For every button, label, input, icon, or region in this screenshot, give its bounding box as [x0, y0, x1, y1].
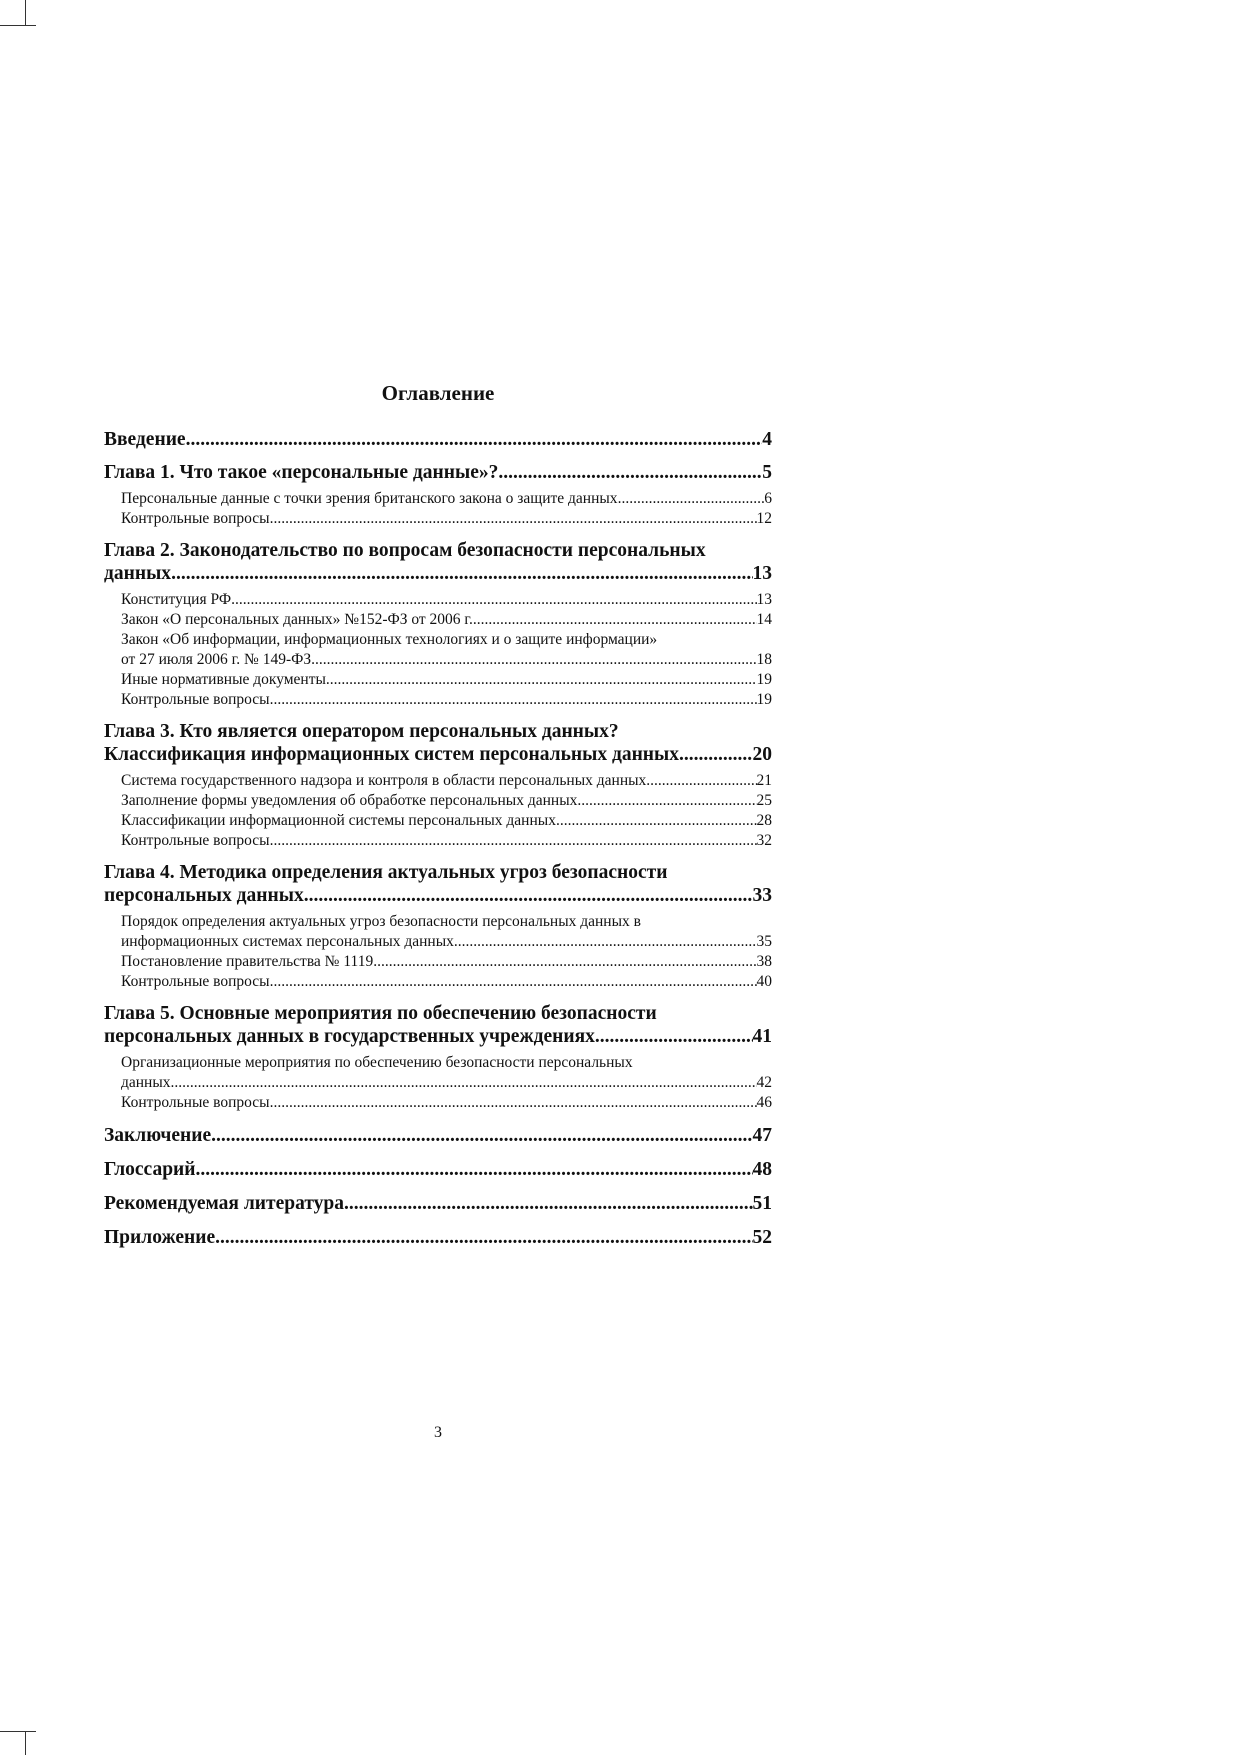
toc-entry-section[interactable]: [104, 771, 772, 791]
toc-entry-page: 51: [752, 1193, 772, 1214]
dot-leader: [171, 562, 752, 585]
toc-entry-section[interactable]: [104, 831, 772, 851]
toc-entry-page: 46: [756, 1094, 772, 1111]
toc-entry-page: 38: [756, 953, 772, 970]
dot-leader: [270, 831, 757, 851]
toc-entry-section[interactable]: [104, 1093, 772, 1113]
toc-entry-section-line1[interactable]: Закон «Об информации, информационных технологиях и о защите информации»: [121, 631, 658, 648]
toc-entry-title: Рекомендуемая литература: [104, 1193, 344, 1214]
toc-entry-title: Глоссарий: [104, 1159, 196, 1180]
dot-leader: [454, 932, 757, 952]
toc-entry-chapter-4-line1[interactable]: Глава 4. Методика определения актуальных угроз безопасности: [104, 862, 668, 883]
toc-entry-title: Введение: [104, 429, 186, 450]
toc-entry-page: 48: [752, 1159, 772, 1180]
toc-entry-conclusion[interactable]: [104, 1124, 772, 1147]
toc-entry-section[interactable]: [104, 670, 772, 690]
toc-entry-title: Контрольные вопросы: [121, 510, 270, 527]
toc-entry-page: 18: [756, 651, 772, 668]
toc-entry-title: Классификации информационной системы персональных данных: [121, 812, 556, 829]
toc-entry-chapter-3-line1[interactable]: Глава 3. Кто является оператором персональных данных?: [104, 721, 619, 742]
toc-entry-section[interactable]: [104, 1073, 772, 1093]
dot-leader: [196, 1158, 753, 1181]
toc-entry-page: 6: [764, 490, 772, 507]
toc-entry-title: Постановление правительства № 1119: [121, 953, 374, 970]
toc-entry-section[interactable]: [104, 791, 772, 811]
toc-entry-section-line1[interactable]: Организационные мероприятия по обеспечению безопасности персональных: [121, 1054, 633, 1071]
dot-leader: [270, 690, 757, 710]
toc-entry-page: 13: [756, 591, 772, 608]
toc-entry-appendix[interactable]: [104, 1226, 772, 1249]
dot-leader: [304, 884, 753, 907]
dot-leader: [270, 509, 757, 529]
toc-entry-page: 25: [756, 792, 772, 809]
toc-entry-section[interactable]: [104, 972, 772, 992]
toc-entry-page: 19: [756, 691, 772, 708]
toc-entry-page: 4: [762, 429, 772, 450]
toc-entry-section[interactable]: [104, 932, 772, 952]
toc-entry-chapter-5-line1[interactable]: Глава 5. Основные мероприятия по обеспечению безопасности: [104, 1003, 657, 1024]
toc-entry-title: информационных системах персональных данных: [121, 933, 454, 950]
dot-leader: [577, 791, 756, 811]
dot-leader: [215, 1226, 752, 1249]
toc-entry-page: 19: [756, 671, 772, 688]
toc-entry-page: 40: [756, 973, 772, 990]
toc-entry-page: 33: [752, 885, 772, 906]
dot-leader: [326, 670, 757, 690]
toc-entry-page: 28: [756, 812, 772, 829]
dot-leader: [186, 428, 763, 451]
toc-title: Оглавление: [381, 381, 495, 405]
toc-entry-title: Контрольные вопросы: [121, 691, 270, 708]
toc-entry-title: Закон «О персональных данных» №152-ФЗ от 2006 г.: [121, 611, 473, 628]
toc-entry-chapter-1[interactable]: [104, 461, 772, 484]
toc-entry-page: 52: [752, 1227, 772, 1248]
dot-leader: [618, 489, 765, 509]
toc-entry-literature[interactable]: [104, 1192, 772, 1215]
toc-entry-chapter-2[interactable]: [104, 562, 772, 585]
toc-entry-title: Приложение: [104, 1227, 216, 1248]
toc-entry-title: персональных данных: [104, 885, 304, 906]
dot-leader: [311, 650, 756, 670]
toc-entry-title: Классификация информационных систем персональных данных: [104, 744, 680, 765]
dot-leader: [211, 1124, 752, 1147]
toc-entry-section[interactable]: [104, 650, 772, 670]
toc-entry-chapter-5[interactable]: [104, 1025, 772, 1048]
crop-mark-top-horizontal: [0, 25, 36, 26]
dot-leader: [270, 1093, 757, 1113]
dot-leader: [171, 1073, 757, 1093]
toc-entry-section[interactable]: [104, 590, 772, 610]
toc-entry-section[interactable]: [104, 489, 772, 509]
toc-entry-section[interactable]: [104, 952, 772, 972]
toc-entry-title: Персональные данные с точки зрения британского закона о защите данных: [121, 490, 618, 507]
toc-entry-chapter-3[interactable]: [104, 743, 772, 766]
toc-entry-section[interactable]: [104, 610, 772, 630]
toc-entry-title: данных: [104, 563, 172, 584]
toc-entry-section[interactable]: [104, 690, 772, 710]
page-number: 3: [434, 1424, 442, 1441]
toc-entry-title: Контрольные вопросы: [121, 832, 270, 849]
dot-leader: [473, 610, 757, 630]
table-of-contents: [104, 428, 772, 1249]
toc-entry-page: 13: [752, 563, 772, 584]
toc-entry-title: Контрольные вопросы: [121, 973, 270, 990]
toc-entry-page: 20: [752, 744, 772, 765]
toc-entry-page: 12: [756, 510, 772, 527]
toc-entry-title: Иные нормативные документы: [121, 671, 326, 688]
crop-mark-top-vertical: [25, 0, 26, 25]
toc-entry-page: 32: [756, 832, 772, 849]
toc-entry-page: 35: [756, 933, 772, 950]
toc-entry-page: 21: [756, 772, 772, 789]
dot-leader: [556, 811, 757, 831]
toc-entry-page: 42: [756, 1074, 772, 1091]
toc-entry-title: Конституция РФ: [121, 591, 232, 608]
toc-entry-chapter-2-line1[interactable]: Глава 2. Законодательство по вопросам безопасности персональных: [104, 540, 706, 561]
toc-entry-page: 47: [752, 1125, 772, 1146]
toc-entry-section-line1[interactable]: Порядок определения актуальных угроз безопасности персональных данных в: [121, 913, 641, 930]
dot-leader: [344, 1192, 753, 1215]
toc-entry-page: 41: [752, 1026, 772, 1047]
toc-entry-chapter-4[interactable]: [104, 884, 772, 907]
toc-entry-title: Глава 1. Что такое «персональные данные»?: [104, 462, 499, 483]
toc-entry-page: 5: [762, 462, 772, 483]
dot-leader: [231, 590, 756, 610]
toc-entry-title: от 27 июля 2006 г. № 149-ФЗ: [121, 651, 312, 668]
toc-entry-page: 14: [756, 611, 772, 628]
crop-mark-bottom-vertical: [25, 1731, 26, 1755]
toc-entry-section[interactable]: [104, 509, 772, 529]
crop-mark-bottom-horizontal: [0, 1731, 36, 1732]
toc-entry-section[interactable]: [104, 811, 772, 831]
toc-entry-intro[interactable]: [104, 428, 772, 451]
dot-leader: [679, 743, 752, 766]
dot-leader: [646, 771, 756, 791]
toc-entry-title: Заполнение формы уведомления об обработке персональных данных: [121, 792, 578, 809]
toc-entry-glossary[interactable]: [104, 1158, 772, 1181]
dot-leader: [270, 972, 757, 992]
toc-entry-title: данных: [121, 1074, 171, 1091]
toc-entry-title: Система государственного надзора и контроля в области персональных данных: [121, 772, 647, 789]
toc-entry-title: Контрольные вопросы: [121, 1094, 270, 1111]
toc-entry-title: Заключение: [104, 1125, 212, 1146]
dot-leader: [373, 952, 756, 972]
dot-leader: [595, 1025, 753, 1048]
toc-entry-title: персональных данных в государственных учреждениях: [104, 1026, 595, 1047]
dot-leader: [498, 461, 762, 484]
